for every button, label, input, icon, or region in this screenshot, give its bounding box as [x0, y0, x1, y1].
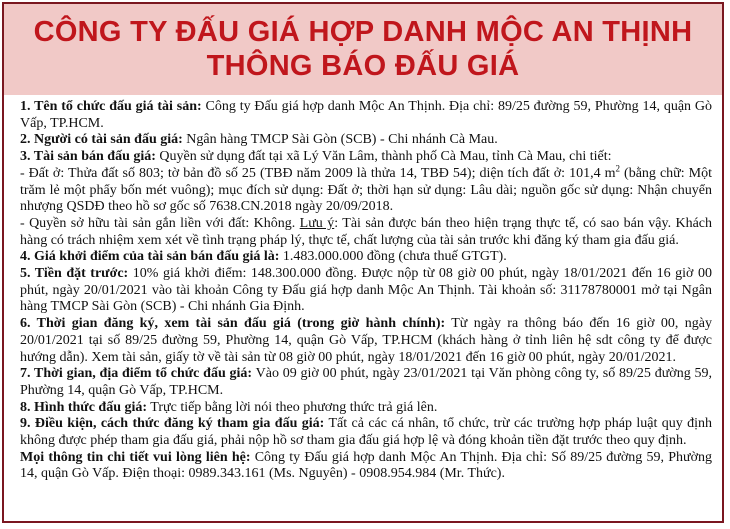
note-text: : Tài sản được bán theo hiện trạng thực tế, có sao bán vậy. Khách hàng có trách nhiệm xem xét về tình trạng pháp lý, thực tế, chất lượng của tài sản trước khi đăng ký tham gia đấu giá.: [20, 215, 713, 248]
section-label: 4. Giá khởi điểm của tài sản bán đấu giá là:: [20, 249, 280, 265]
section-text: Từ ngày ra thông báo đến 16 giờ 00, ngày 20/01/2021 tại số 89/25 đường 59, Phường 14, quận Gò Vấp, TP.HCM (khách hàng ở tỉnh liên hệ sdt công ty để được hướng dẫn). Xem tài sản, giấy tờ về tài sản từ 08 giờ 00 phút, ngày 18/01/2021 đến 16 giờ 00 phút, ngày 20/01/2021.: [20, 316, 712, 365]
land-detail-text: - Đất ở: Thửa đất số 803; tờ bản đồ số 25 (TBĐ năm 2009 là thửa 14, TBĐ 54); diện tích đất ở: 101,4 m: [20, 165, 616, 181]
section-text: Trực tiếp bằng lời nói theo phương thức trả giá lên.: [147, 399, 438, 415]
section-asset: [20, 149, 712, 166]
section-conditions: [20, 416, 712, 449]
section-asset-owner: [20, 132, 712, 149]
section-label: 9. Điều kiện, cách thức đăng ký tham gia đấu giá:: [20, 416, 325, 432]
section-contact: [20, 450, 712, 483]
section-text: Quyền sử dụng đất tại xã Lý Văn Lâm, thành phố Cà Mau, tỉnh Cà Mau, chi tiết:: [155, 149, 612, 165]
section-organizer: [20, 99, 712, 132]
land-detail-text-cont: (bằng chữ: Một trăm lẻ một phẩy bốn mét vuông); mục đích sử dụng: Đất ở; thời hạn sử dụng: Lâu dài; nguồn gốc sử dụng: Nhận chuyển nhượng QSDĐ theo hồ sơ gốc số 7638.CN.2018 ngày 20/09/2018.: [20, 165, 712, 215]
section-label: 5. Tiền đặt trước:: [20, 266, 129, 282]
section-label: Mọi thông tin chi tiết vui lòng liên hệ:: [20, 449, 251, 465]
section-text: 1.483.000.000 đồng (chưa thuế GTGT).: [279, 249, 507, 265]
ownership-text: - Quyền sở hữu tài sản gắn liền với đất: Không.: [20, 215, 300, 231]
section-label: 2. Người có tài sản đấu giá:: [20, 132, 183, 148]
section-text: Ngân hàng TMCP Sài Gòn (SCB) - Chi nhánh Cà Mau.: [182, 132, 498, 148]
area-superscript: 2: [615, 163, 621, 174]
asset-land-detail: [20, 163, 712, 216]
section-label: 6. Thời gian đăng ký, xem tài sản đấu giá (trong giờ hành chính):: [20, 316, 446, 332]
section-starting-price: [20, 249, 712, 266]
section-registration: [20, 316, 712, 366]
notice-header: [4, 4, 722, 95]
note-label: Lưu ý: [299, 215, 335, 231]
notice-title: THÔNG BÁO ĐẤU GIÁ: [206, 50, 520, 82]
section-text: Vào 09 giờ 00 phút, ngày 23/01/2021 tại Văn phòng công ty, số 89/25 đường 59, Phường 14, quận Gò Vấp, TP.HCM.: [20, 366, 712, 398]
section-deposit: [20, 266, 712, 316]
section-label: 3. Tài sản bán đấu giá:: [20, 149, 156, 165]
section-label: 1. Tên tổ chức đấu giá tài sản:: [20, 99, 202, 114]
section-auction-form: [20, 400, 712, 417]
section-text: Tất cả các cá nhân, tổ chức, trừ các trường hợp pháp luật quy định không được phép tham gia đấu giá, phải nộp hồ sơ tham gia đấu giá hợp lệ và đóng khoản tiền đặt trước theo quy định.: [20, 416, 713, 449]
section-auction-time: [20, 366, 712, 399]
auction-notice: [2, 2, 724, 523]
section-text: Công ty Đấu giá hợp danh Mộc An Thịnh. Địa chỉ: 89/25 đường 59, Phường 14, quận Gò Vấp, TP.HCM.: [20, 99, 712, 131]
section-label: 8. Hình thức đấu giá:: [20, 399, 148, 415]
asset-ownership-detail: [20, 216, 712, 249]
section-label: 7. Thời gian, địa điểm tổ chức đấu giá:: [20, 366, 253, 382]
section-text: Công ty Đấu giá hợp danh Mộc An Thịnh. Địa chỉ: Số 89/25 đường 59, Phường 14, quận Gò Vấp. Điện thoại: 0989.343.161 (Ms. Nguyên) - 0908.954.984 (Mr. Thức).: [20, 449, 712, 482]
company-title: CÔNG TY ĐẤU GIÁ HỢP DANH MỘC AN THỊNH: [33, 16, 693, 48]
section-text: 10% giá khởi điểm: 148.300.000 đồng. Được nộp từ 08 giờ 00 phút, ngày 18/01/2021 đến 16 giờ 00 phút, ngày 20/01/2021 vào tài khoản Công ty Đấu giá hợp danh Mộc An Thịnh. Tài khoản số: 31178780001 mở tại Ngân hàng TMCP Sài Gòn (SCB) - Chi nhánh Gia Định.: [20, 266, 712, 315]
notice-body: [4, 95, 722, 483]
